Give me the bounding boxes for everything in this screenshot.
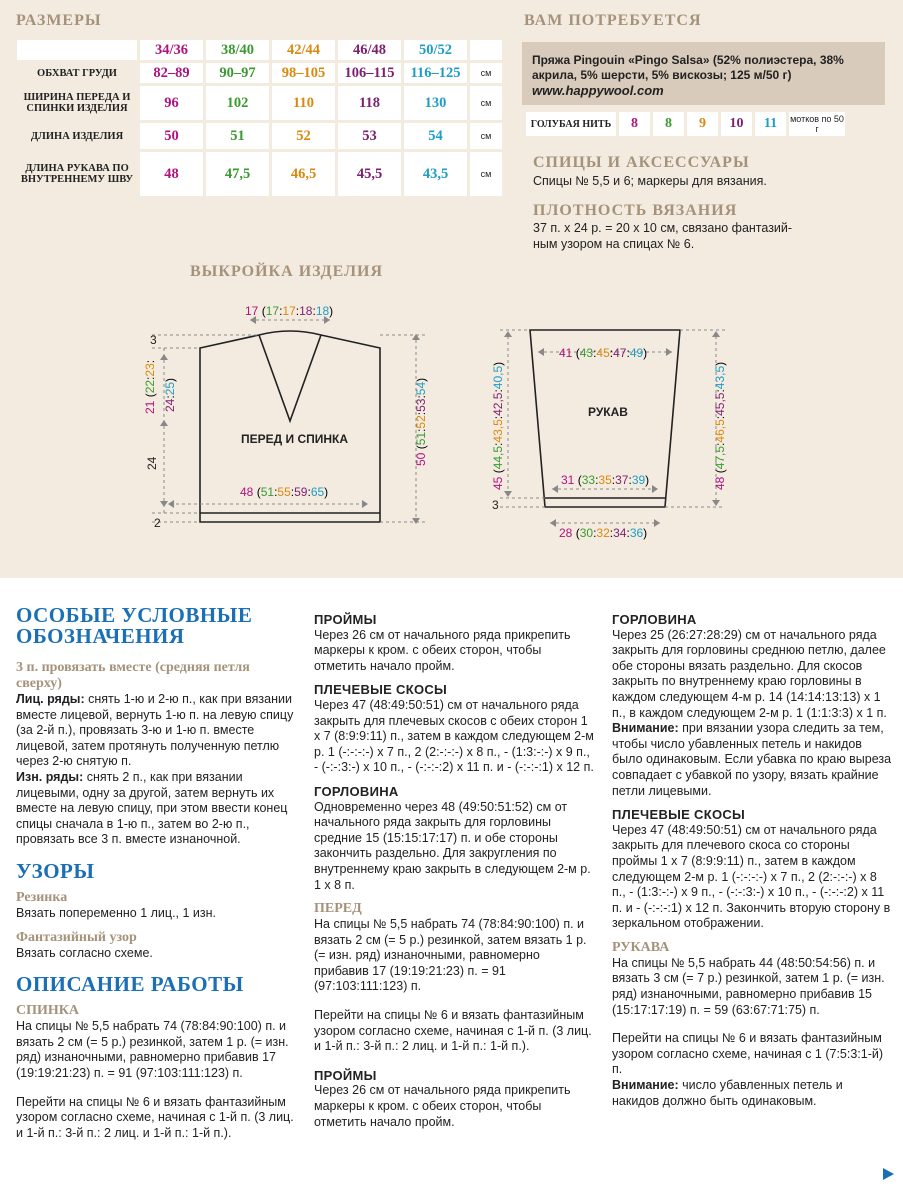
dim-value: 24	[163, 398, 177, 412]
shoulder-text-3: Через 47 (48:49:50:51) см от начального ряда закрыть для плечевого скоса со стороны проймы 1 х 7 (8:9:9:11) п., затем в каждом следующем 2-м р. 1 (-:-:-:-) х 7 п., 2 (2:-:-:-) х 8 п., - (1:3:-:-) х 9 п., - (-:-:3:-) х 10 п., - (-:-:-:2) х 11 п. и - (-:-:-:1) х 12 п. Закончить вторую сторону в зеркальном отображении.	[612, 822, 891, 931]
need-title: ВАМ ПОТРЕБУЕТСЯ	[524, 12, 702, 29]
neckline-text-3: Через 25 (26:27:28:29) см от начального ряда закрыть для горловины среднюю петлю, далее обе стороны вязать раздельно. Для скосов закрыть по внутреннему краю горловины в каждом следующем 4-м р. 14 (14:14:13:13) х 1 п., в каждом следующем 2-м р. 1 (1:1:3:3) х 1 п.	[612, 627, 887, 720]
dim-value: 35	[598, 473, 612, 487]
length-dim: 50 (51:52:53:54)	[414, 377, 428, 466]
attention-body: при вязании узора следить за тем, чтобы число убавленных петель и накидов было одинаковым. Если убавка по краю выреза совпадает с убавкой по узору, вязать крайние петли лицевыми.	[612, 721, 892, 798]
knit-rows-label: Лиц. ряды:	[16, 692, 85, 706]
count-cell: 11	[755, 112, 786, 136]
dim-value: 17	[265, 304, 280, 318]
size-cell: 53	[338, 123, 401, 149]
sleeve-rib-dim: 3	[492, 498, 499, 512]
dim-value: 42,5	[491, 392, 505, 416]
size-cell: 82–89	[140, 63, 203, 83]
size-cell: 90–97	[206, 63, 269, 83]
dim-value: 30	[579, 526, 594, 540]
sleeve-top-dim: 41 (43:45:47:49)	[559, 346, 648, 360]
neckline-title: ГОРЛОВИНА	[314, 783, 399, 799]
dim-value: 65	[310, 485, 325, 499]
dim-value: 54	[414, 381, 428, 396]
sleeve-left-dim: 45 (44,5:43,5:42,5:40,5)	[491, 361, 505, 490]
column-2	[314, 612, 596, 1130]
front-title: ПЕРЕД	[314, 901, 362, 917]
unit-cell: см	[470, 63, 502, 83]
size-cell: 46,5	[272, 152, 335, 196]
neckline-text: Одновременно через 48 (49:50:51:52) см от начального ряда закрыть для горловины средние 15 (15:15:17:17) п. и обе стороны закончить раздельно. Для закругления по внутреннему краю закрыть в следующем 2-м р. 1 х 8 п.	[314, 799, 591, 892]
unit-cell: см	[470, 86, 502, 120]
patterns-title: УЗОРЫ	[16, 858, 95, 883]
dim-value: 21	[143, 400, 157, 414]
top-dim: 3	[150, 333, 157, 347]
density-line: 37 п. х 24 р. = 20 х 10 см, связано фантазий-	[533, 221, 793, 235]
neckline-title-3: ГОРЛОВИНА	[612, 612, 697, 627]
row-label: ОБХВАТ ГРУДИ	[37, 67, 117, 79]
fancy-title: Фантазийный узор	[16, 929, 137, 945]
lower-dim: 24	[145, 456, 159, 470]
dim-value: 34	[613, 526, 627, 540]
density-title: ПЛОТНОСТЬ ВЯЗАНИЯ	[533, 202, 738, 219]
sleeve-right-dim: 48 (47,5:46,5:45,5:43,5)	[713, 361, 727, 490]
sleeves-title: РУКАВА	[612, 939, 670, 955]
back-title: СПИНКА	[16, 1003, 80, 1019]
size-cell: 130	[404, 86, 467, 120]
dim-value: 25	[163, 381, 177, 396]
unit-cell: см	[470, 123, 502, 149]
size-cell: 102	[206, 86, 269, 120]
size-cell: 45,5	[338, 152, 401, 196]
armhole-text-2: Через 26 см от начального ряда прикрепить маркеры к кром. с обеих сторон, чтобы отметить начало пройм.	[314, 1083, 571, 1129]
dim-value: 45	[596, 346, 610, 360]
purl-rows-text	[16, 770, 294, 848]
dim-value: 40,5	[491, 365, 505, 390]
dim-value: 28	[559, 526, 573, 540]
size-cell: 47,5	[206, 152, 269, 196]
dim-value: 43,5	[713, 365, 727, 390]
sizes-title: РАЗМЕРЫ	[16, 12, 102, 29]
dim-value: 51	[260, 485, 275, 499]
size-header: 34/36	[140, 40, 203, 60]
size-cell: 106–115	[338, 63, 401, 83]
attention-label: Внимание:	[612, 721, 679, 736]
sleeves-text: На спицы № 5,5 набрать 44 (48:50:54:56) п. и вязать 3 см (= 7 р.) резинкой, затем 1 р. (= изн. ряд) изнаночными, равномерно прибавив 15 (15:17:17:19) п. = 59 (63:67:71:75) п.	[612, 955, 885, 1017]
dim-value: 47,5	[713, 445, 727, 470]
sleeves-text-2: Перейти на спицы № 6 и вязать фантазийным узором согласно схеме, начиная с 1 (7:5:3:1-й) п.	[612, 1031, 884, 1077]
dim-value: 47	[613, 346, 627, 360]
needles-title: СПИЦЫ И АКСЕССУАРЫ	[533, 154, 750, 171]
size-header: 38/40	[206, 40, 269, 60]
shoulder-text: Через 47 (48:49:50:51) см от начального ряда закрыть для плечевых скосов с обеих сторон 1 х 7 (8:9:9:11) п., затем в каждом следующем 2-м р. 1 (-:-:-:-) х 7 п., 2 (2:-:-:-) х 8 п., - (1:3:-:-) х 9 п., - (-:-:3:-) х 10 п., - (-:-:-:2) х 11 п. и - (-:-:-:1) х 12 п.	[314, 697, 594, 775]
dim-value: 32	[596, 526, 610, 540]
armhole-title-2: ПРОЙМЫ	[314, 1067, 377, 1083]
dim-value: 37	[615, 473, 629, 487]
dim-value: 18	[299, 304, 313, 318]
attention-body: число убавленных петель и накидов должно быть одинаковым.	[612, 1078, 843, 1108]
attention-note-2	[612, 1078, 892, 1109]
site-link[interactable]: www.happywool.com	[532, 83, 664, 98]
count-cell: 9	[687, 112, 718, 136]
column-3	[612, 612, 892, 1109]
size-header: 50/52	[404, 40, 467, 60]
shoulder-title: ПЛЕЧЕВЫЕ СКОСЫ	[314, 682, 448, 698]
dim-value: 48	[240, 485, 254, 499]
size-cell: 118	[338, 86, 401, 120]
count-cell: 10	[721, 112, 752, 136]
dim-value: 59	[294, 485, 308, 499]
next-page-arrow-icon[interactable]	[883, 1168, 894, 1180]
row-label: ДЛИНА ИЗДЕЛИЯ	[30, 130, 124, 142]
size-cell: 116–125	[404, 63, 467, 83]
dim-value: 49	[629, 346, 644, 360]
pattern-title: ВЫКРОЙКА ИЗДЕЛИЯ	[190, 263, 384, 280]
dim-value: 43,5	[491, 419, 505, 443]
purl-rows-body: снять 2 п., как при вязании лицевыми, одну за другой, затем вернуть их вместе на левую спицу, при этом ввести конец спицы сначала в 1-ю п., затем во 2-ю п., провязать все 3 п. вместе изнаночной.	[16, 769, 288, 847]
materials-box	[522, 42, 885, 139]
special-title-line: ОБОЗНАЧЕНИЯ	[16, 624, 185, 648]
dim-value: 48	[713, 476, 727, 490]
count-cell: 8	[653, 112, 684, 136]
special-title	[16, 605, 294, 647]
shoulder-title-3: ПЛЕЧЕВЫЕ СКОСЫ	[612, 807, 746, 823]
density-line: ным узором на спицах № 6.	[533, 236, 695, 251]
armhole-title: ПРОЙМЫ	[314, 612, 377, 627]
rib-dim: 2	[154, 516, 161, 530]
knit-rows-text	[16, 692, 294, 770]
rib-title: Резинка	[16, 889, 68, 905]
sizes-table	[14, 37, 505, 199]
armhole-dim-2: 24:25)	[163, 377, 177, 412]
dim-value: 36	[629, 526, 644, 540]
dim-value: 45,5	[713, 392, 727, 416]
fancy-text: Вязать согласно схеме.	[16, 945, 153, 960]
dim-value: 45	[491, 476, 505, 490]
size-header: 46/48	[338, 40, 401, 60]
dim-value: 46,5	[713, 419, 727, 443]
dim-value: 33	[581, 473, 596, 487]
row-label: ДЛИНА РУКАВА ПО ВНУТРЕННЕМУ ШВУ	[20, 163, 134, 185]
front-text: На спицы № 5,5 набрать 74 (78:84:90:100) п. и вязать 2 см (= 5 р.) резинкой, затем вязать 1 р. (= изн. ряд) изнаночными, равномерно прибавив 17 (19:19:21:23) п. = 91 (97:103:111:123) п.	[314, 917, 587, 994]
size-header: 42/44	[272, 40, 335, 60]
knit-rows-body: снять 1-ю и 2-ю п., как при вязании вместе лицевой, вернуть 1-ю п. на левую спицу (за 2-й п.), провязать 3-ю и 1-ю п. вместе лицевой, затем протянуть полученную петлю через 2-ю снятую п.	[16, 692, 294, 769]
body-pattern-diagram	[130, 290, 450, 540]
unit-cell: см	[470, 152, 502, 196]
dim-value: 39	[631, 473, 646, 487]
work-title: ОПИСАНИЕ РАБОТЫ	[16, 972, 244, 997]
front-text-2: Перейти на спицы № 6 и вязать фантазийным узором согласно схеме, начиная с 1-й п. (3 лиц. и 1-й п.: 3-й п.: 2 лиц. и 1-й п.: 1-й п.).	[314, 1008, 592, 1054]
dim-value: 31	[561, 473, 575, 487]
attention-note	[612, 721, 892, 799]
back-text-2: Перейти на спицы № 6 и вязать фантазийным узором согласно схеме, начиная с 1-й п. (3 лиц. и 1-й п.: 3-й п.: 2 лиц. и 1-й п.: 1-й п.).	[16, 1094, 294, 1140]
size-cell: 98–105	[272, 63, 335, 83]
size-cell: 50	[140, 123, 203, 149]
needles-text: Спицы № 5,5 и 6; маркеры для вязания.	[533, 174, 767, 188]
dim-value: 41	[559, 346, 573, 360]
dim-value: 53	[414, 398, 428, 412]
yarn-box	[522, 42, 885, 105]
size-cell: 48	[140, 152, 203, 196]
dim-value: 23	[143, 363, 157, 377]
special-title-line: ОСОБЫЕ УСЛОВНЫЕ	[16, 603, 253, 627]
dim-value: 18	[315, 304, 330, 318]
sleeve-mid-dim: 31 (33:35:37:39)	[561, 473, 650, 487]
dim-value: 22	[143, 379, 157, 394]
attention-label: Внимание:	[612, 1078, 679, 1093]
armhole-text: Через 26 см от начального ряда прикрепить маркеры к кром. с обеих сторон, чтобы отметить начало пройм.	[314, 627, 571, 673]
size-cell: 96	[140, 86, 203, 120]
count-unit: мотков по 50 г	[790, 114, 844, 134]
rib-text: Вязать попеременно 1 лиц., 1 изн.	[16, 905, 216, 920]
density-text	[533, 221, 792, 252]
back-text: На спицы № 5,5 набрать 74 (78:84:90:100) п. и вязать 2 см (= 5 р.) резинкой, затем 1 р. (= изн. ряд) изнаночными, равномерно прибавив 17 (19:19:21:23) п. = 91 (97:103:111:123) п.	[16, 1019, 289, 1080]
sleeve-label: РУКАВ	[588, 405, 628, 419]
dim-value: 51	[414, 431, 428, 446]
count-cell: 8	[619, 112, 650, 136]
neck-dim: 17 (17:17:18:18)	[245, 304, 334, 318]
body-label: ПЕРЕД И СПИНКА	[241, 432, 349, 446]
dim-value: 44,5	[491, 445, 505, 470]
dim-value: 52	[414, 415, 428, 429]
size-cell: 52	[272, 123, 335, 149]
dim-value: 55	[277, 485, 291, 499]
armhole-dim: 21 (22:23:	[143, 359, 157, 414]
dim-value: 43	[579, 346, 594, 360]
row-label: ШИРИНА ПЕРЕДА И СПИНКИ ИЗДЕЛИЯ	[23, 92, 131, 114]
dim-value: 17	[282, 304, 296, 318]
size-cell: 43,5	[404, 152, 467, 196]
size-cell: 54	[404, 123, 467, 149]
sleeve-bottom-dim: 28 (30:32:34:36)	[559, 526, 648, 540]
dim-value: 50	[414, 452, 428, 466]
size-cell: 51	[206, 123, 269, 149]
column-1	[16, 605, 294, 1141]
yarn-description: Пряжа Pingouin «Pingo Salsa» (52% полиэстера, 38% акрила, 5% шерсти, 5% вискозы; 125 м/50 г)	[532, 53, 844, 82]
purl-rows-label: Изн. ряды:	[16, 769, 84, 784]
color-label: ГОЛУБАЯ НИТЬ	[526, 112, 616, 136]
special-subtitle: 3 п. провязать вместе (средняя петля сверху)	[16, 660, 250, 691]
sleeve-pattern-diagram	[480, 310, 740, 550]
width-dim: 48 (51:55:59:65)	[240, 485, 329, 499]
dim-value: 17	[245, 304, 259, 318]
yarn-table	[523, 109, 848, 139]
size-cell: 110	[272, 86, 335, 120]
